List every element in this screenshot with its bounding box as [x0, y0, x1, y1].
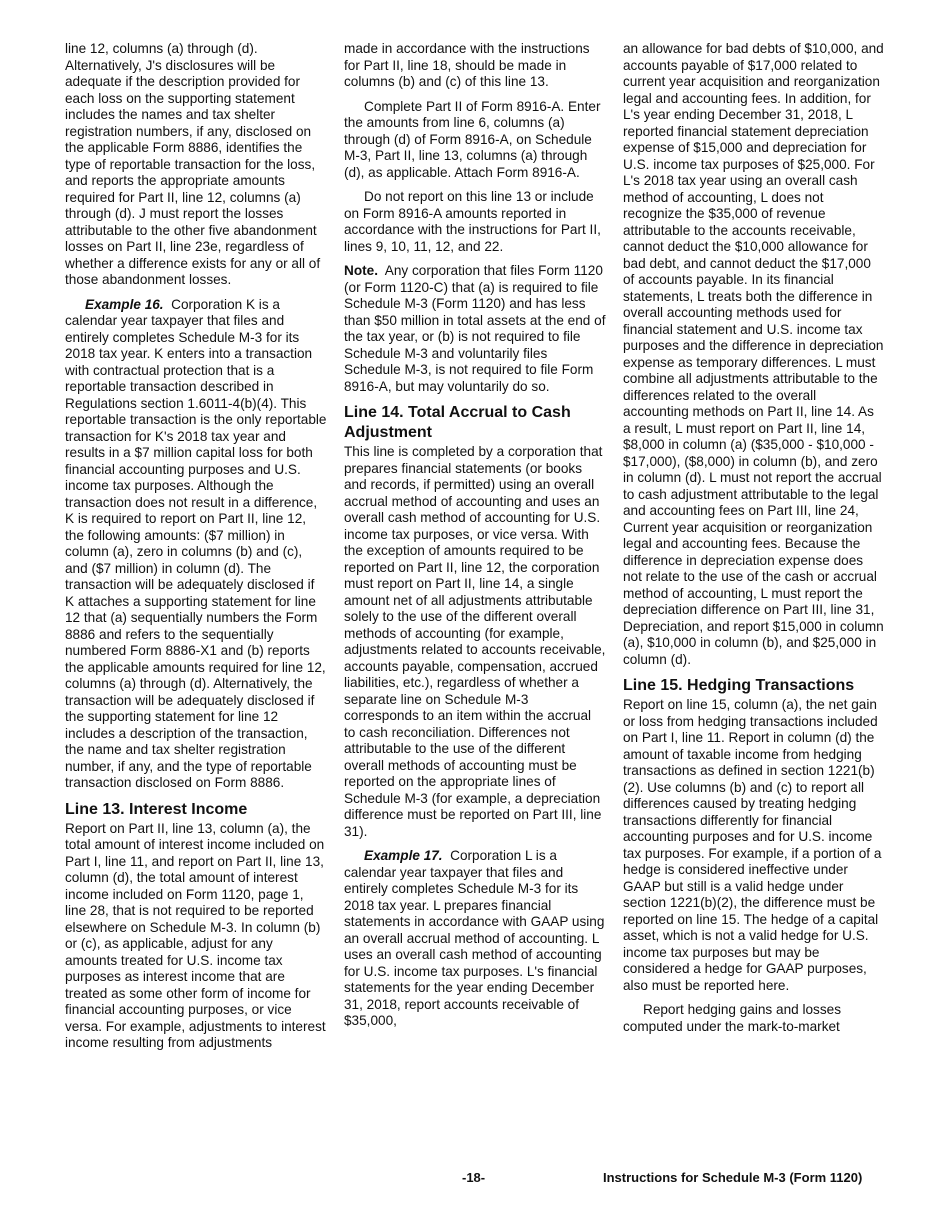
example-17: [344, 848, 606, 1030]
column-left: [65, 41, 327, 1060]
heading-line-15: Line 15. Hedging Transactions: [623, 677, 855, 694]
example-16-label: Example 16.: [85, 296, 164, 312]
note-text: Any corporation that files Form 1120 (or Form 1120-C) that (a) is required to file Schedule M-3 (Form 1120) and has less than $50 million in total assets at the end of the tax year, or (b) is not required to file Schedule M-3 and voluntarily files Schedule M-3, is not required to file Form 8916-A, but may voluntarily do so.: [344, 263, 606, 394]
note: [344, 263, 606, 395]
paragraph-do-not-report: Do not report on this line 13 or include on Form 8916-A amounts reported in accordance with the instructions for Part II, lines 9, 10, 11, 12, and 22.: [344, 189, 601, 254]
paragraph-line12-continued: line 12, columns (a) through (d). Alternatively, J's disclosures will be adequate if the description provided for each loss on the supporting statement includes the names and tax shelter registration numbers, if any, disclosed on the applicable Form 8886, identifies the type of reportable transaction for the loss, and reports the appropriate amounts required for Part II, line 12, columns (a) through (d). J must report the losses attributable to the other five abandonment losses on Part II, line 23e, regardless of whether a difference exists for any or all of those abandonment losses.: [65, 41, 321, 287]
paragraph-line-13: Report on Part II, line 13, column (a), the total amount of interest income included on Part I, line 11, and report on Part II, line 13, column (d), the total amount of interest income included on Form 1120, page 1, line 28, that is not required to be reported elsewhere on Schedule M-3. In column (b) or (c), as applicable, adjust for any amounts treated for U.S. income tax purposes as interest income that are treated as some other form of income for financial accounting purposes, or vice versa. For example, adjustments to interest income resulting from adjustments: [65, 820, 326, 1050]
paragraph-line-15: Report on line 15, column (a), the net gain or loss from hedging transactions included on Part I, line 11. Report in column (d) the amount of taxable income from hedging transactions as defined in section 1221(b)(2). Use columns (b) and (c) to report all differences caused by treating hedging transactions differently for financial accounting purposes and for U.S. income tax purposes. For example, if a portion of a hedge is considered ineffective under GAAP but still is a valid hedge under section 1221(b)(2), the difference must be reported on line 15. The hedge of a capital asset, which is not a valid hedge for U.S. income tax purposes but may be considered a hedge for GAAP purposes, also must be reported here.: [623, 697, 882, 993]
paragraph-line13-continued: made in accordance with the instructions for Part II, line 18, should be made in columns (b) and (c) of this line 13.: [344, 41, 590, 89]
paragraph-line-14: This line is completed by a corporation that prepares financial statements (or books and records, if permitted) using an overall accrual method of accounting and uses an overall cash method of accounting for U.S. income tax purposes, or vice versa. With the exception of amounts required to be reported on Part II, line 12, the corporation must report on Part II, line 14, a single amount net of all adjustments attributable solely to the use of the different overall methods of accounting (for example, adjustments related to accounts receivable, accounts payable, compensation, accrued liabilities, etc.), regardless of whether a separate line on Schedule M-3 corresponds to an item within the accrual to cash reconciliation. Differences not attributable to the use of the different overall methods of accounting must be reported on the appropriate lines of Schedule M-3 (for example, a depreciation difference must be reported on Part III, line 31).: [344, 444, 606, 839]
heading-line-14: Line 14. Total Accrual to Cash Adjustment: [344, 404, 571, 441]
footer-title: Instructions for Schedule M-3 (Form 1120): [603, 1170, 863, 1185]
paragraph-mark-to-market: Report hedging gains and losses computed under the mark-to-market: [623, 1002, 841, 1034]
column-right: [623, 41, 885, 1043]
column-middle: [344, 41, 606, 1038]
paragraph-example17-continued: an allowance for bad debts of $10,000, and accounts payable of $17,000 related to current year acquisition and reorganization legal and accounting fees. In addition, for L's year ending December 31, 2018, L reported financial statement depreciation expense of $15,000 and depreciation for U.S. income tax purposes of $25,000. For L's 2018 tax year using an overall cash method of accounting, L does not recognize the $35,000 of revenue attributable to the accounts receivable, cannot deduct the $10,000 allowance for bad debt, and cannot deduct the $17,000 of accounts payable. In its financial statements, L treats both the difference in overall accounting methods used for financial statement and U.S. income tax purposes and the difference in depreciation expense as temporary differences. L must combine all adjustments attributable to the differences related to the overall accounting methods on Part II, line 14. As a result, L must report on Part II, line 14, $8,000 in column (a) ($35,000 - $10,000 - $17,000), ($8,000) in column (b), and zero in column (d). L must not report the accrual to cash adjustment attributable to the legal and accounting fees on Part III, line 24, Current year acquisition or reorganization legal and accounting fees. Because the difference in depreciation expense does not relate to the use of the cash or accrual method of accounting, L must report the depreciation difference on Part III, line 31, Depreciation, and report $15,000 in column (a), $10,000 in column (b), and $25,000 in column (d).: [623, 41, 884, 667]
example-16: [65, 297, 327, 792]
example-17-label: Example 17.: [364, 848, 443, 863]
example-16-text: Corporation K is a calendar year taxpayer that files and entirely completes Schedule M-3 for its 2018 tax year. K enters into a transaction with contractual protection that is a reportable transaction described in Regulations section 1.6011-4(b)(4). This reportable transaction is the only reportable transaction for K's 2018 tax year and results in a $7 million capital loss for both financial accounting purposes and U.S. income tax purposes. Although the transaction does not result in a difference, K is required to report on Part II, line 12, the following amounts: ($7 million) in column (a), zero in columns (b) and (c), and ($7 million) in column (d). The transaction will be adequately disclosed if K attaches a supporting statement for line 12 that (a) sequentially numbers the Form 8886 and refers to the sequentially numbered Form 8886-X1 and (b) reports the applicable amounts required for line 12, columns (a) through (d). Alternatively, the transaction will be adequately disclosed if the supporting statement for line 12 includes a description of the transaction, the name and tax shelter registration number, if any, and the type of reportable transaction disclosed on Form 8886.: [65, 296, 327, 790]
heading-line-13: Line 13. Interest Income: [65, 800, 248, 818]
note-label: Note.: [344, 263, 378, 278]
page-number: -18-: [462, 1170, 486, 1185]
example-17-text: Corporation L is a calendar year taxpayer that files and entirely completes Schedule M-3 for its 2018 tax year. L prepares financial statements in accordance with GAAP using an overall accrual method of accounting. L uses an overall cash method of accounting for U.S. income tax purposes. L's financial statements for the year ending December 31, 2018, report accounts receivable of $35,000,: [344, 848, 605, 1028]
paragraph-form-8916a: Complete Part II of Form 8916-A. Enter the amounts from line 6, columns (a) through (d) of Form 8916-A, on Schedule M-3, Part II, line 13, columns (a) through (d), as applicable. Attach Form 8916-A.: [344, 98, 601, 180]
